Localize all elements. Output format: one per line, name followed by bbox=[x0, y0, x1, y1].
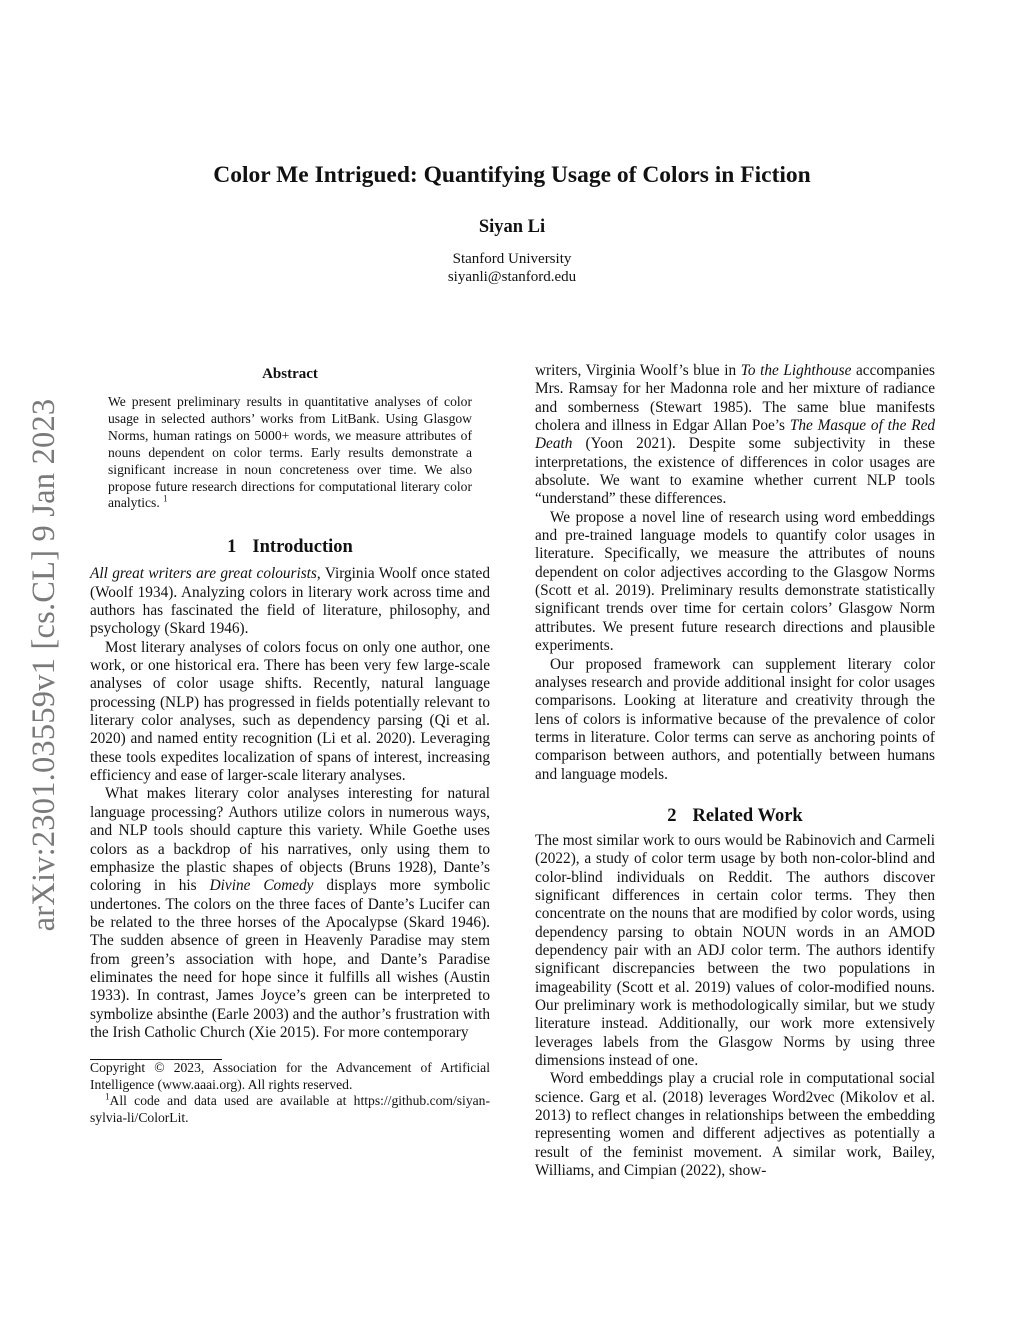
abstract-heading: Abstract bbox=[262, 366, 318, 382]
section-title: Related Work bbox=[692, 805, 803, 826]
intro-paragraph-2: Most literary analyses of colors focus on only one author, one work, or one historical era. There has been very few large-scale analyses of color usage shifts. Recently, natural language processing (NLP) has progressed in fields potentially relevant to literary color analyses, such as dependency parsing (Qi et al. 2020) and named entity recognition (Li et al. 2020). Leveraging these tools expedites localization of spans of interest, increasing efficiency and ease of larger-scale literary analyses. bbox=[90, 638, 490, 785]
work-title-divine-comedy: Divine Comedy bbox=[209, 877, 314, 895]
arxiv-identifier-text: arXiv:2301.03559v1 [cs.CL] 9 Jan 2023 bbox=[26, 398, 62, 932]
author-affiliation bbox=[100, 250, 924, 286]
section-number: 2 bbox=[667, 805, 677, 826]
paper-title: Color Me Intrigued: Quantifying Usage of Colors in Fiction bbox=[213, 162, 811, 188]
intro-paragraph-1: All great writers are great colourists, Virginia Woolf once stated (Woolf 1934). Analyzing colors in literary work across time and authors has fascinated the field of literature, philosophy, and psychology (Skard 1946). bbox=[90, 565, 490, 638]
related-paragraph-2: Word embeddings play a crucial role in computational social science. Garg et al. (2018) leverages Word2vec (Mikolov et al. 2013) to reflect changes in relationships between the embedding representing women and different adjectives as potentially a result of the feminist movement. A similar work, Bailey, Williams, and Cimpian (2022), show- bbox=[535, 1070, 935, 1180]
author-email[interactable]: siyanli@stanford.edu bbox=[447, 269, 577, 285]
section-title: Introduction bbox=[252, 537, 353, 558]
intro-paragraph-3: What makes literary color analyses interesting for natural language processing? Authors utilize colors in numerous ways, and NLP tools should capture this variety. While Goethe uses colors as a backdrop of his narratives, only using them to emphasize the plastic shapes of objects (Bruns 1928), Dante’s coloring in his Divine Comedy displays more symbolic undertones. The colors on the three faces of Dante’s Lucifer can be related to the three horses of the Apocalypse (Skard 1946). The sudden absence of green in Heavenly Paradise may stem from green’s association with hope, and Dante’s Paradise eliminates the need for hope since it fulfills all wishes (Austin 1933). In contrast, James Joyce’s green can be interpreted to symbolize absinthe (Earle 2003) and the author’s frustration with the Irish Catholic Church (Xie 2015). For more contemporary bbox=[90, 785, 490, 1041]
intro-paragraph-5: Our proposed framework can supplement literary color analyses research and provide additional insight for color usages comparisons. Looking at literature and creativity through the lens of colors is informative because of the prevalence of color terms in literature. Color terms can serve as anchoring points of comparison between authors, and potentially between humans and language models. bbox=[535, 655, 935, 783]
woolf-quote: All great writers are great colourists bbox=[90, 565, 317, 583]
intro-paragraph-4: We propose a novel line of research using word embeddings and pre-trained language models to quantify color usages in literature. Specifically, we measure the attributes of nouns dependent on color adjectives according to the Glasgow Norms (Scott et al. 2019). Preliminary results demonstrate statistically significant trends over time for certain colors’ Glasgow Norm attributes. We present future research directions and plausible experiments. bbox=[535, 508, 935, 655]
intro-paragraph-3-continued: writers, Virginia Woolf’s blue in To the Lighthouse accompanies Mrs. Ramsay for her Madonna role and her mixture of radiance and somberness (Stewart 1985). The same blue manifests cholera and illness in Edgar Allan Poe’s The Masque of the Red Death (Yoon 2021). Despite some subjectivity in these interpretations, the existence of differences in color usages are absolute. We want to examine whether current NLP tools “understand” these differences. bbox=[535, 362, 936, 508]
arxiv-identifier-stamp bbox=[24, 372, 64, 958]
related-work-heading bbox=[535, 804, 935, 828]
institution: Stanford University bbox=[452, 251, 572, 267]
footnote-1-mark: 1 bbox=[105, 1091, 110, 1102]
work-title-masque: The Masque of the Red Death bbox=[535, 417, 936, 453]
work-title-lighthouse: To the Lighthouse bbox=[740, 362, 852, 379]
related-paragraph-1: The most similar work to ours would be Rabinovich and Carmeli (2022), a study of color term usage by both non-color-blind and color-blind individuals on Reddit. The authors discover significant differences in certain color terms. They then concentrate on the nouns that are modified by color words, using dependency parsing to obtain NOUN words in an AMOD dependency pair with an ADJ color term. The authors identify significant discrepancies between the two populations in imageability (Scott et al. 2019) values of color-modified nouns. Our preliminary work is methodologically similar, but we study literature instead. Additionally, our work more extensively leverages labels from the Glasgow Norms by using three dimensions instead of one. bbox=[535, 831, 935, 1070]
copyright-notice: Copyright © 2023, Association for the Advancement of Artificial Intelligence (www.aaai.org). All rights reserved. bbox=[90, 1060, 490, 1092]
footnotes bbox=[90, 1060, 490, 1126]
footnote-1: $^1$All code and data used are available at https://github.com/siyan-sylvia-li/ColorLit. bbox=[90, 1091, 490, 1125]
author-name: Siyan Li bbox=[478, 217, 546, 237]
left-column bbox=[90, 362, 490, 1126]
right-column bbox=[535, 362, 935, 1180]
abstract-footnote-mark[interactable]: 1 bbox=[163, 493, 168, 504]
introduction-heading bbox=[90, 535, 490, 559]
section-number: 1 bbox=[227, 537, 237, 558]
abstract-text: We present preliminary results in quantitative analyses of color usage in selected authors’ works from LitBank. Using Glasgow Norms, human ratings on 5000+ words, we measure attributes of nouns dependent on color terms. Early results demonstrate a significant increase in noun concreteness over time. We also propose future research directions for computational literary color analytics. $^1$ bbox=[108, 394, 472, 511]
